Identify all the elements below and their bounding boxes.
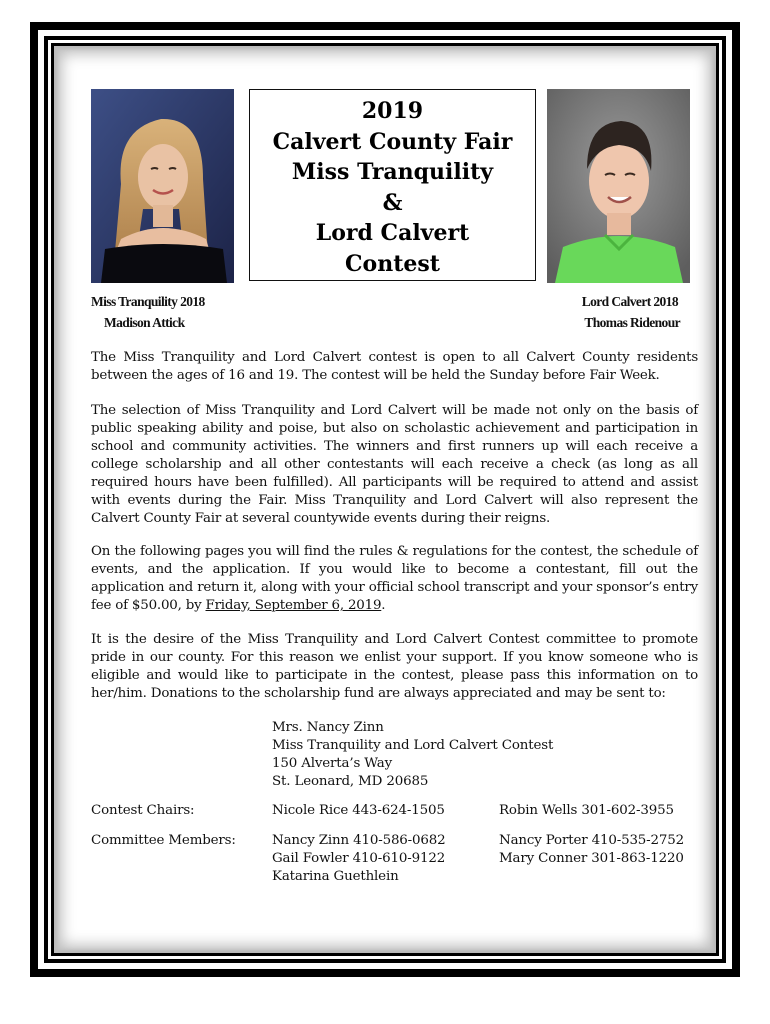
title-lord: Lord Calvert [315, 220, 470, 246]
address-line-4: St. Leonard, MD 20685 [272, 774, 429, 789]
title-year: 2019 [361, 98, 424, 124]
right-caption-title: Lord Calvert 2018 [581, 294, 678, 309]
committee-member: Gail Fowler 410-610-9122 [272, 851, 446, 866]
contest-chair-2: Robin Wells 301-602-3955 [499, 803, 674, 818]
application-paragraph: On the following pages you will find the rules & regulations for the contest, the schedule of events, and the application. If you would like to become a contestant, fill out the application and return it, along with your official school transcript and your sponsor’s entry fee of $50.00, by Friday, September 6, 2019. [91, 544, 698, 613]
committee-member: Katarina Guethlein [272, 869, 399, 884]
left-caption-name: Madison Attick [104, 315, 185, 330]
contest-chairs-label: Contest Chairs: [91, 803, 195, 818]
title-ampersand: & [382, 189, 403, 216]
intro-paragraph: The Miss Tranquility and Lord Calvert contest is open to all Calvert County residents between the ages of 16 and 19. The contest will be held the Sunday before Fair Week. [91, 350, 698, 383]
title-contest: Contest [345, 250, 440, 277]
committee-label: Committee Members: [91, 833, 236, 848]
right-caption-name: Thomas Ridenour [584, 315, 680, 330]
lord-calvert-photo [547, 89, 690, 283]
selection-paragraph: The selection of Miss Tranquility and Lord Calvert will be made not only on the basis of public speaking ability and poise, but also on scholastic achievement and participation in school and community activities. The winners and first runners up will each receive a college scholarship and all other contestants will each receive a check (as long as all required hours have been fulfilled). All participants will be required to attend and assist with events during the Fair. Miss Tranquility and Lord Calvert will also represent the Calvert County Fair at several countywide events during their reigns. [91, 403, 698, 526]
deadline-date: Friday, September 6, 2019 [205, 598, 382, 613]
address-line-3: 150 Alverta’s Way [272, 756, 393, 771]
address-line-2: Miss Tranquility and Lord Calvert Contest [272, 738, 554, 753]
contest-title-box [249, 89, 536, 281]
committee-member: Nancy Porter 410-535-2752 [499, 833, 685, 848]
title-miss: Miss Tranquility [291, 159, 494, 185]
committee-member: Nancy Zinn 410-586-0682 [272, 833, 446, 848]
title-fair: Calvert County Fair [272, 128, 513, 155]
committee-member: Mary Conner 301-863-1220 [499, 851, 684, 866]
mailing-address [272, 719, 553, 791]
address-line-1: Mrs. Nancy Zinn [272, 720, 384, 735]
miss-tranquility-photo [91, 89, 234, 283]
left-caption-title: Miss Tranquility 2018 [91, 294, 205, 309]
donation-paragraph: It is the desire of the Miss Tranquility and Lord Calvert Contest committee to promote pride in our county. For this reason we enlist your support. If you know someone who is eligible and would like to participate in the contest, please pass this information on to her/him. Donations to the scholarship fund are always appreciated and may be sent to: [91, 632, 698, 701]
contest-chair-1: Nicole Rice 443-624-1505 [272, 803, 445, 818]
